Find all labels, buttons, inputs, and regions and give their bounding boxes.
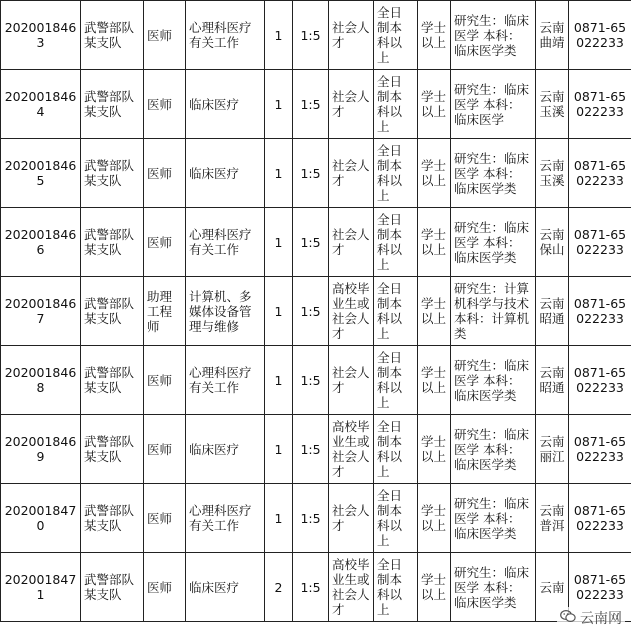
cell-hiring-count: 1 — [265, 208, 293, 277]
cell-major: 研究生：临床医学 本科：临床医学类 — [451, 346, 536, 415]
cell-post-name: 医师 — [144, 415, 186, 484]
cell-contact-phone: 0871-65022233 — [569, 277, 631, 346]
cell-position-code: 2020018469 — [1, 415, 81, 484]
watermark-text: 云南网 — [580, 611, 622, 627]
cell-position-code: 2020018465 — [1, 139, 81, 208]
cell-work-location: 云南保山 — [536, 208, 569, 277]
table-row — [1, 553, 631, 622]
table-row — [1, 415, 631, 484]
cell-work-location: 云南昭通 — [536, 277, 569, 346]
cell-exam-ratio: 1:5 — [293, 346, 329, 415]
cell-work-location: 云南曲靖 — [536, 1, 569, 70]
cell-position-code: 2020018464 — [1, 70, 81, 139]
cell-work-location: 云南玉溪 — [536, 139, 569, 208]
cell-degree: 学士以上 — [418, 553, 451, 622]
cell-post-name: 医师 — [144, 70, 186, 139]
cell-candidate-source: 社会人才 — [329, 208, 374, 277]
cell-contact-phone: 0871-65022233 — [569, 415, 631, 484]
table-row — [1, 346, 631, 415]
cell-education: 全日制本科以上 — [374, 70, 418, 139]
cell-post-name: 医师 — [144, 208, 186, 277]
cell-post-name: 医师 — [144, 484, 186, 553]
cell-post-name: 医师 — [144, 553, 186, 622]
cell-contact-phone: 0871-65022233 — [569, 208, 631, 277]
watermark — [557, 607, 625, 629]
cell-job-duty: 临床医疗 — [186, 70, 265, 139]
table-row — [1, 70, 631, 139]
cell-exam-ratio: 1:5 — [293, 139, 329, 208]
cell-contact-phone: 0871-65022233 — [569, 553, 631, 622]
cell-hiring-count: 1 — [265, 1, 293, 70]
table-row — [1, 484, 631, 553]
cell-position-code: 2020018467 — [1, 277, 81, 346]
cell-candidate-source: 社会人才 — [329, 346, 374, 415]
table-row — [1, 139, 631, 208]
cell-work-location: 云南昭通 — [536, 346, 569, 415]
cell-exam-ratio: 1:5 — [293, 1, 329, 70]
cell-contact-phone: 0871-65022233 — [569, 139, 631, 208]
cell-hiring-count: 1 — [265, 415, 293, 484]
cell-candidate-source: 社会人才 — [329, 70, 374, 139]
cell-candidate-source: 高校毕业生或社会人才 — [329, 553, 374, 622]
cell-work-location: 云南普洱 — [536, 484, 569, 553]
cell-exam-ratio: 1:5 — [293, 484, 329, 553]
cell-education: 全日制本科以上 — [374, 484, 418, 553]
cell-education: 全日制本科以上 — [374, 1, 418, 70]
cell-hiring-unit: 武警部队某支队 — [81, 484, 144, 553]
cell-hiring-count: 1 — [265, 484, 293, 553]
cell-post-name: 医师 — [144, 139, 186, 208]
cell-candidate-source: 社会人才 — [329, 139, 374, 208]
cell-job-duty: 心理科医疗有关工作 — [186, 208, 265, 277]
cell-candidate-source: 高校毕业生或社会人才 — [329, 415, 374, 484]
table-row — [1, 208, 631, 277]
cell-exam-ratio: 1:5 — [293, 208, 329, 277]
cell-contact-phone: 0871-65022233 — [569, 484, 631, 553]
cell-post-name: 助理工程师 — [144, 277, 186, 346]
cell-degree: 学士以上 — [418, 277, 451, 346]
cell-post-name: 医师 — [144, 1, 186, 70]
cell-exam-ratio: 1:5 — [293, 415, 329, 484]
cell-job-duty: 心理科医疗有关工作 — [186, 484, 265, 553]
wechat-icon — [560, 609, 576, 627]
cell-education: 全日制本科以上 — [374, 346, 418, 415]
cell-major: 研究生：临床医学 本科：临床医学类 — [451, 139, 536, 208]
cell-contact-phone: 0871-65022233 — [569, 70, 631, 139]
cell-work-location: 云南 — [536, 553, 569, 622]
cell-hiring-unit: 武警部队某支队 — [81, 346, 144, 415]
cell-job-duty: 临床医疗 — [186, 139, 265, 208]
cell-contact-phone: 0871-65022233 — [569, 1, 631, 70]
cell-degree: 学士以上 — [418, 1, 451, 70]
cell-education: 全日制本科以上 — [374, 553, 418, 622]
cell-hiring-unit: 武警部队某支队 — [81, 70, 144, 139]
cell-job-duty: 心理科医疗有关工作 — [186, 346, 265, 415]
cell-degree: 学士以上 — [418, 139, 451, 208]
cell-contact-phone: 0871-65022233 — [569, 346, 631, 415]
cell-major: 研究生：临床医学 本科：临床医学类 — [451, 1, 536, 70]
cell-degree: 学士以上 — [418, 208, 451, 277]
cell-work-location: 云南玉溪 — [536, 70, 569, 139]
cell-position-code: 2020018471 — [1, 553, 81, 622]
cell-exam-ratio: 1:5 — [293, 553, 329, 622]
cell-hiring-count: 2 — [265, 553, 293, 622]
cell-hiring-unit: 武警部队某支队 — [81, 1, 144, 70]
table-row — [1, 277, 631, 346]
positions-table-body — [1, 1, 631, 622]
cell-hiring-count: 1 — [265, 70, 293, 139]
cell-candidate-source: 高校毕业生或社会人才 — [329, 277, 374, 346]
cell-hiring-unit: 武警部队某支队 — [81, 415, 144, 484]
cell-education: 全日制本科以上 — [374, 208, 418, 277]
cell-exam-ratio: 1:5 — [293, 70, 329, 139]
cell-position-code: 2020018463 — [1, 1, 81, 70]
cell-position-code: 2020018468 — [1, 346, 81, 415]
cell-major: 研究生：临床医学 本科：临床医学类 — [451, 484, 536, 553]
cell-degree: 学士以上 — [418, 346, 451, 415]
cell-post-name: 医师 — [144, 346, 186, 415]
cell-education: 全日制本科以上 — [374, 415, 418, 484]
cell-hiring-unit: 武警部队某支队 — [81, 553, 144, 622]
cell-hiring-unit: 武警部队某支队 — [81, 139, 144, 208]
cell-education: 全日制本科以上 — [374, 139, 418, 208]
cell-degree: 学士以上 — [418, 70, 451, 139]
cell-major: 研究生：临床医学 本科：临床医学 — [451, 70, 536, 139]
cell-job-duty: 临床医疗 — [186, 553, 265, 622]
cell-candidate-source: 社会人才 — [329, 1, 374, 70]
cell-hiring-count: 1 — [265, 346, 293, 415]
cell-hiring-count: 1 — [265, 277, 293, 346]
cell-education: 全日制本科以上 — [374, 277, 418, 346]
table-row — [1, 1, 631, 70]
cell-job-duty: 临床医疗 — [186, 415, 265, 484]
cell-major: 研究生：临床医学 本科：临床医学类 — [451, 553, 536, 622]
cell-position-code: 2020018466 — [1, 208, 81, 277]
cell-position-code: 2020018470 — [1, 484, 81, 553]
cell-hiring-unit: 武警部队某支队 — [81, 208, 144, 277]
cell-major: 研究生：临床医学 本科：临床医学类 — [451, 415, 536, 484]
cell-job-duty: 心理科医疗有关工作 — [186, 1, 265, 70]
cell-major: 研究生：计算机科学与技术 本科：计算机类 — [451, 277, 536, 346]
cell-hiring-unit: 武警部队某支队 — [81, 277, 144, 346]
cell-hiring-count: 1 — [265, 139, 293, 208]
cell-degree: 学士以上 — [418, 415, 451, 484]
cell-candidate-source: 社会人才 — [329, 484, 374, 553]
cell-degree: 学士以上 — [418, 484, 451, 553]
cell-major: 研究生：临床医学 本科：临床医学类 — [451, 208, 536, 277]
cell-job-duty: 计算机、多媒体设备管理与维修 — [186, 277, 265, 346]
cell-work-location: 云南丽江 — [536, 415, 569, 484]
cell-exam-ratio: 1:5 — [293, 277, 329, 346]
